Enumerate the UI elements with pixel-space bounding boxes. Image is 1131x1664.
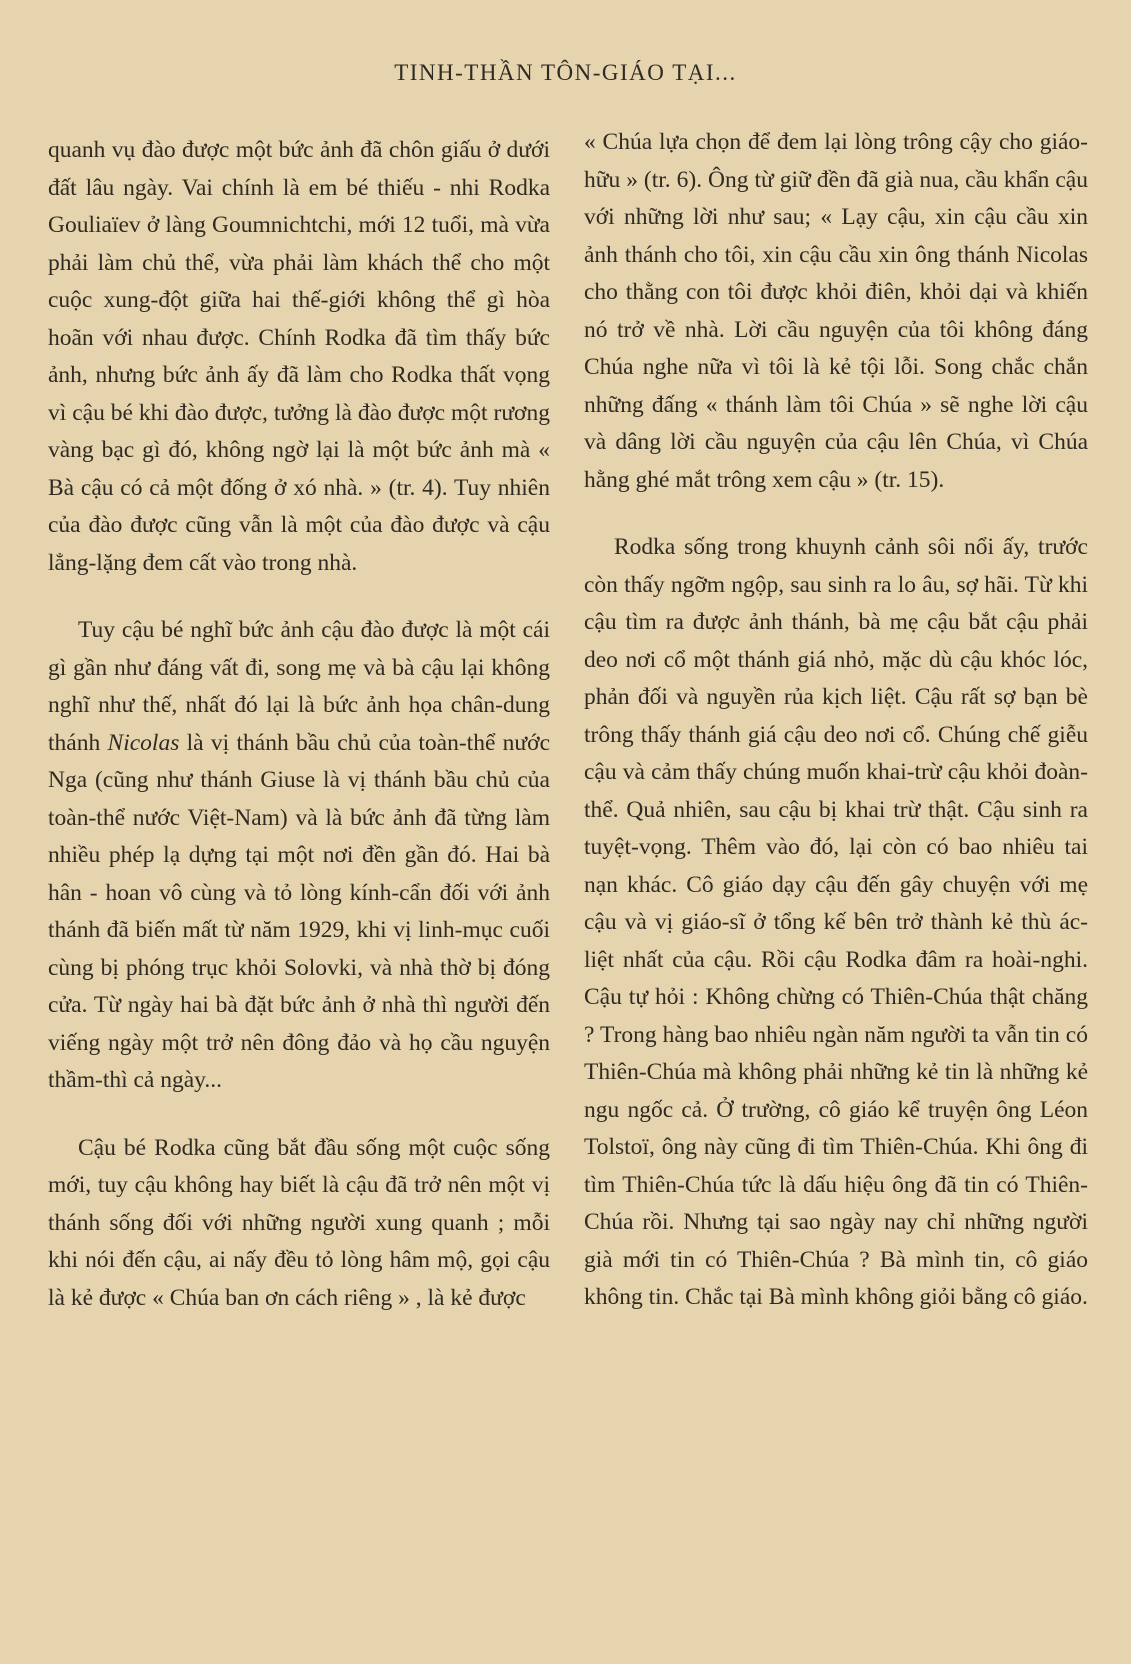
left-paragraph-2-start: Tuy cậu bé nghĩ bức ảnh cậu đào được là một cái gì gần như đáng vất đi, song mẹ và bà cậu lại không nghĩ như thế, nhất đó lại là bức ảnh họa chân-dung thánh bbox=[48, 617, 550, 756]
running-header: TINH-THẦN TÔN-GIÁO TẠI... bbox=[394, 60, 737, 85]
left-paragraph-3: Cậu bé Rodka cũng bắt đầu sống một cuộc sống mới, tuy cậu không hay biết là cậu đã trở nên một vị thánh sống đối với những người xung quanh ; mỗi khi nói đến cậu, ai nấy đều tỏ lòng hâm mộ, gọi cậu là kẻ được « Chúa ban ơn cách riêng » , là kẻ được bbox=[48, 1134, 550, 1311]
right-paragraph-1: « Chúa lựa chọn để đem lại lòng trông cậy cho giáo-hữu » (tr. 6). Ông từ giữ đền đã già nua, cầu khẩn cậu với những lời như sau; « Lạy cậu, xin cậu cầu xin ảnh thánh cho tôi, xin cậu cầu xin ông thánh Nicolas cho thằng con tôi được khỏi điên, khỏi dại và khiến nó trở về nhà. Lời cầu nguyện của tôi không đáng Chúa nghe nữa vì tôi là kẻ tội lỗi. Song chắc chắn những đấng « thánh làm tôi Chúa » sẽ nghe lời cậu và dâng lời cầu nguyện của cậu lên Chúa, vì Chúa hằng ghé mắt trông xem cậu » (tr. 15). bbox=[584, 129, 1088, 493]
left-paragraph-2 bbox=[48, 612, 550, 1100]
left-paragraph-2-end: là vị thánh bầu chủ của toàn-thể nước Nga (cũng như thánh Giuse là vị thánh bầu chủ của toàn-thể nước Việt-Nam) và là bức ảnh đã từng làm nhiều phép lạ dựng tại một nơi đền gần đó. Hai bà hân - hoan vô cùng và tỏ lòng kính-cẩn đối với ảnh thánh đã biến mất từ năm 1929, khi vị linh-mục cuối cùng bị phóng trục khỏi Solovki, và nhà thờ bị đóng cửa. Từ ngày hai bà đặt bức ảnh ở nhà thì người đến viếng ngày một trở nên đông đảo và họ cầu nguyện thầm-thì cả ngày... bbox=[48, 729, 551, 1093]
left-paragraph-1: quanh vụ đào được một bức ảnh đã chôn giấu ở dưới đất lâu ngày. Vai chính là em bé thiếu - nhi Rodka Gouliaïev ở làng Goumnichtchi, mới 12 tuổi, mà vừa phải làm chủ thể, vừa phải làm khách thể cho một cuộc xung-đột giữa hai thế-giới không thể gì hòa hoãn với nhau được. Chính Rodka đã tìm thấy bức ảnh, nhưng bức ảnh ấy đã làm cho Rodka thất vọng vì cậu bé khi đào được, tưởng là đào được một rương vàng bạc gì đó, không ngờ lại là một bức ảnh mà « Bà cậu có cả một đống ở xó nhà. » (tr. 4). Tuy nhiên của đào được cũng vẫn là một của đào được và cậu lẳng-lặng đem cất vào trong nhà. bbox=[48, 137, 550, 576]
italic-name-nicolas: Nicolas bbox=[107, 729, 180, 756]
right-paragraph-2: Rodka sống trong khuynh cảnh sôi nổi ấy, trước còn thấy ngỡm ngộp, sau sinh ra lo âu, sợ hãi. Từ khi cậu tìm ra được ảnh thánh, bà mẹ cậu bắt cậu phải deo nơi cổ một thánh giá nhỏ, mặc dù cậu khóc lóc, phản đối và nguyền rủa kịch liệt. Cậu rất sợ bạn bè trông thấy thánh giá cậu deo nơi cổ. Chúng chế giễu cậu và cảm thấy chúng muốn khai-trừ cậu khỏi đoàn-thể. Quả nhiên, sau cậu bị khai trừ thật. Cậu sinh ra tuyệt-vọng. Thêm vào đó, lại còn có bao nhiêu tai nạn khác. Cô giáo dạy cậu đến gây chuyện với mẹ cậu và vị giáo-sĩ ở tổng kế bên trở thành kẻ thù ác-liệt nhất của cậu. Rồi cậu Rodka đâm ra hoài-nghi. Cậu tự hỏi : Không chừng có Thiên-Chúa thật chăng ? Trong hàng bao nhiêu ngàn năm người ta vẫn tin có Thiên-Chúa mà không phải những kẻ tin là những kẻ ngu ngốc cả. Ở trường, cô giáo kể truyện ông Léon Tolstoï, ông này cũng đi tìm Thiên-Chúa. Khi ông đi tìm Thiên-Chúa tức là dấu hiệu ông đã tin có Thiên-Chúa rồi. Nhưng tại sao ngày nay chỉ những người già mới tin có Thiên-Chúa ? Bà mình tin, cô giáo không tin. Chắc tại Bà mình không giỏi bằng cô giáo. bbox=[584, 534, 1088, 1310]
left-column bbox=[48, 132, 550, 1317]
right-column bbox=[584, 124, 1088, 1317]
